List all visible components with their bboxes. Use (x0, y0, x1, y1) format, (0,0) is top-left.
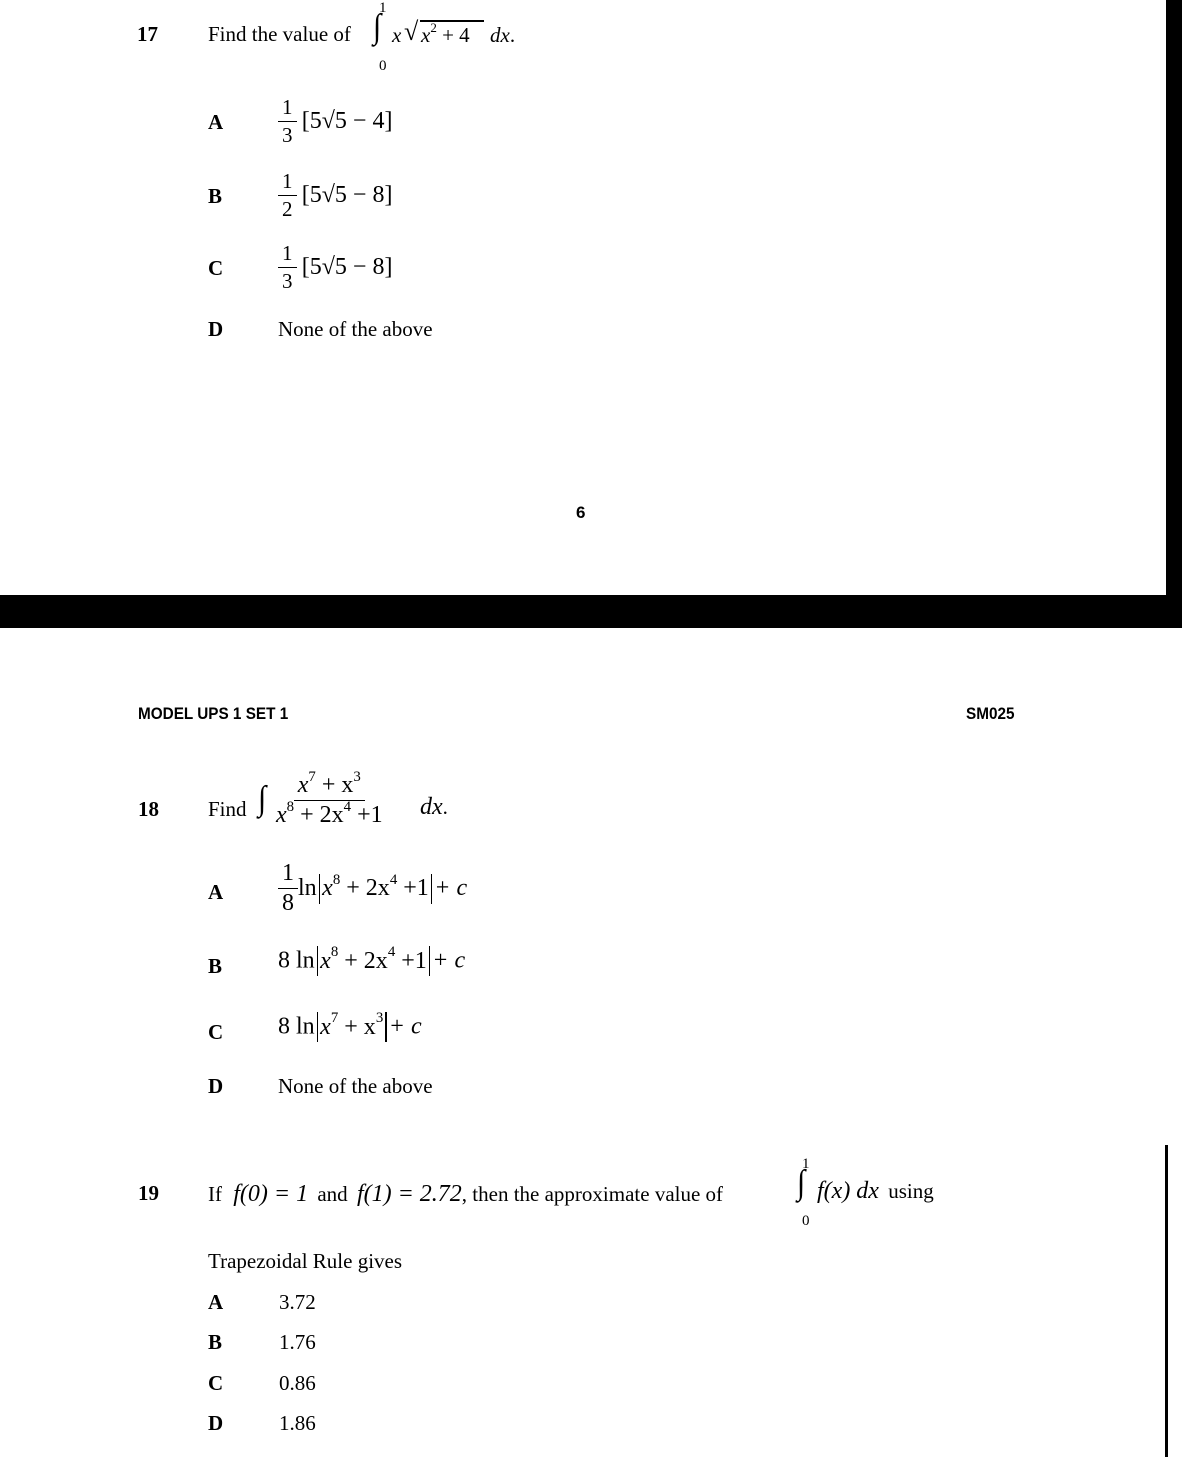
lower-limit: 0 (802, 1213, 810, 1229)
option-a[interactable]: 3.72 (279, 1290, 316, 1314)
option-c[interactable]: 0.86 (279, 1371, 316, 1395)
numerator: $x^7 + x^3$ (294, 772, 365, 801)
option-letter: B (208, 1330, 223, 1354)
option-letter: A (208, 880, 224, 904)
question-number: 18 (138, 797, 159, 821)
header-right: SM025 (966, 704, 1015, 723)
right-edge-bar-bottom (1165, 1145, 1168, 1457)
option-letter: B (208, 954, 223, 978)
option-letter: D (208, 317, 224, 341)
integral-sign: ∫ (373, 7, 382, 46)
option-b[interactable]: 8 $\ln x^8 + 2x^4 +1 + c$ (278, 946, 465, 976)
option-d[interactable]: None of the above (278, 1074, 433, 1098)
integral-sign: ∫ (797, 1163, 806, 1202)
stem-text: Find the value of (208, 22, 351, 46)
question-number: 17 (137, 22, 158, 46)
option-a[interactable]: $\frac{1}{8}$ $\ln x^8 + 2x^4 +1 + c$ (278, 860, 467, 917)
integral-sign: ∫ (258, 779, 267, 818)
page-separator-band (0, 595, 1182, 628)
option-letter: D (208, 1074, 224, 1098)
option-letter: A (208, 110, 224, 134)
question-stem (208, 22, 351, 47)
option-d[interactable]: 1.86 (279, 1411, 316, 1435)
integrand-x: x (392, 23, 402, 47)
upper-limit: 1 (379, 0, 387, 16)
integrand-and-method: f(x) dx using (817, 1178, 934, 1204)
option-b[interactable]: 1.76 (279, 1330, 316, 1354)
option-c[interactable]: 8 $\ln x^7 + x^3 + c$ (278, 1012, 422, 1042)
differential: dx. (490, 23, 516, 47)
q18-fraction (276, 768, 383, 829)
option-b[interactable]: $\frac{1}{2}$ [5√5 − 8] (278, 169, 392, 222)
upper-limit: 1 (802, 1156, 810, 1172)
option-letter: B (208, 184, 223, 208)
question-stem: Find (208, 797, 247, 821)
option-letter: D (208, 1411, 224, 1435)
lower-limit: 0 (379, 58, 387, 74)
header-left: MODEL UPS 1 SET 1 (138, 704, 289, 723)
option-c[interactable]: $\frac{1}{3}$ [5√5 − 8] (278, 241, 392, 294)
denominator: $x^8 + 2x^4 +1$ (276, 798, 383, 828)
page-number: 6 (576, 503, 586, 522)
differential: dx. (420, 794, 448, 820)
question-stem-line1: If f(0) = 1 and f(1) = 2.72, then the approximate value of (208, 1181, 724, 1207)
radicand: $x^2 + 4$ (421, 20, 470, 47)
option-a[interactable]: $\frac{1}{3}$ [5√5 − 4] (278, 95, 392, 148)
option-letter: C (208, 1371, 224, 1395)
option-letter: C (208, 1020, 224, 1044)
option-letter: C (208, 256, 224, 280)
right-edge-bar-top (1166, 0, 1182, 600)
sqrt-sign: √ (404, 17, 419, 46)
option-letter: A (208, 1290, 224, 1314)
question-number: 19 (138, 1181, 159, 1205)
option-d[interactable]: None of the above (278, 317, 433, 341)
question-stem-line2: Trapezoidal Rule gives (208, 1249, 403, 1273)
